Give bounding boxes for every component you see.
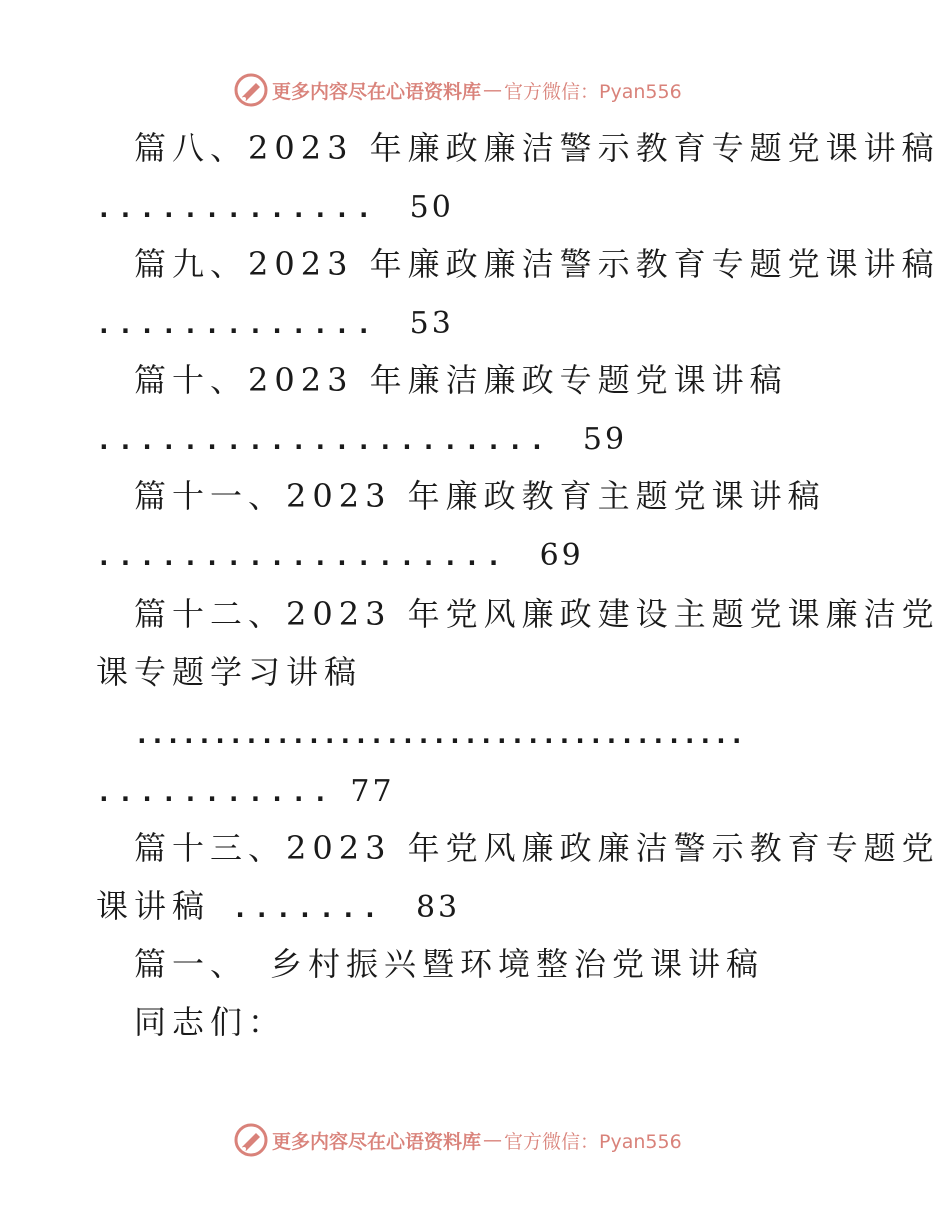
watermark-contact: 官方微信：Pyan556 — [504, 1130, 682, 1153]
pen-logo-icon — [234, 73, 268, 107]
toc-page-number: 59 — [582, 422, 628, 457]
footer-watermark — [234, 1120, 682, 1160]
toc-dots: ................... — [96, 542, 508, 572]
toc-entry-leader — [96, 418, 950, 461]
toc-entry-title-continued: 课讲稿 — [96, 887, 211, 925]
watermark-dash: — — [483, 1129, 503, 1151]
toc-entry-title: 篇九、2023 年廉政廉洁警示教育专题党课讲稿 — [134, 245, 940, 283]
toc-dots: ....... — [232, 894, 384, 924]
toc-dots: ............. — [96, 310, 378, 340]
toc-dots: ........... — [96, 778, 335, 808]
toc-entry-title: 篇十二、2023 年党风廉政建设主题党课廉洁党 — [134, 595, 940, 633]
toc-entry-leader — [134, 712, 950, 755]
toc-page-number: 83 — [415, 890, 461, 925]
toc-entry-title: 篇十一、2023 年廉政教育主题党课讲稿 — [134, 477, 826, 515]
header-watermark — [234, 70, 682, 110]
toc-entry-leader — [96, 302, 950, 345]
toc-page-number: 77 — [350, 774, 395, 809]
toc-entry-leader — [96, 186, 950, 229]
toc-entry-title: 篇十、2023 年廉洁廉政专题党课讲稿 — [134, 361, 788, 399]
watermark-contact: 官方微信：Pyan556 — [504, 80, 682, 103]
toc-dots: ....................................... — [134, 720, 745, 750]
toc-dots: ..................... — [96, 426, 551, 456]
toc-entry-leader — [96, 886, 950, 929]
toc-entry-leader — [96, 534, 950, 577]
watermark-text: 更多内容尽在心语资料库 — [272, 80, 482, 103]
toc-entry-leader — [96, 770, 950, 813]
section-heading: 篇一、 乡村振兴暨环境整治党课讲稿 — [134, 945, 765, 983]
watermark-text: 更多内容尽在心语资料库 — [272, 1130, 482, 1153]
toc-page-number: 53 — [409, 306, 454, 341]
toc-page-number: 69 — [539, 538, 584, 573]
toc-entry-title: 篇八、2023 年廉政廉洁警示教育专题党课讲稿 — [134, 129, 940, 167]
greeting-text: 同志们： — [134, 1003, 287, 1041]
pen-logo-icon — [234, 1123, 268, 1157]
watermark-dash: — — [483, 79, 503, 101]
toc-dots: ............. — [96, 194, 378, 224]
toc-entry-title-continued: 课专题学习讲稿 — [96, 653, 363, 691]
toc-page-number: 50 — [409, 190, 454, 225]
toc-entry-title: 篇十三、2023 年党风廉政廉洁警示教育专题党 — [134, 829, 940, 867]
